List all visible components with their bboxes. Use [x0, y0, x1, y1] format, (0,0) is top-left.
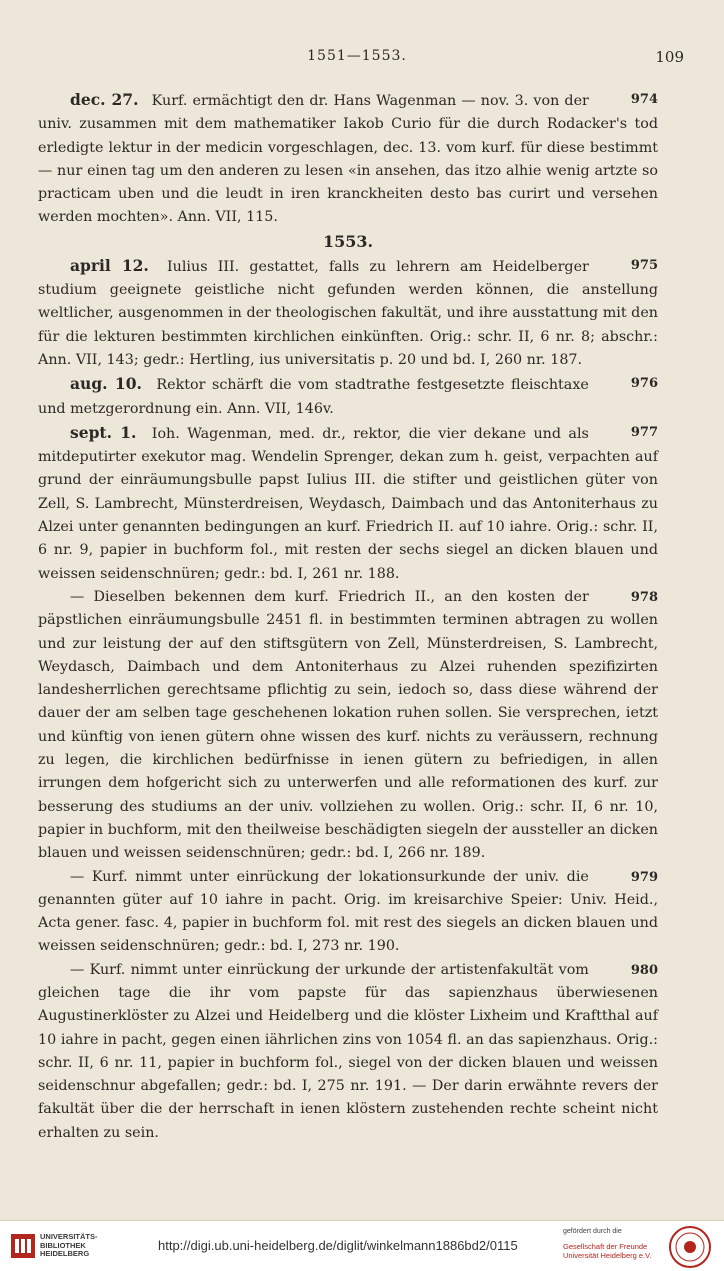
- entry-date: aug. 10.: [70, 374, 142, 394]
- page-body: [38, 88, 658, 1145]
- entry-number: 976: [630, 376, 658, 392]
- entry-number: 977: [630, 424, 658, 440]
- running-header: [30, 48, 684, 72]
- page-number: 109: [655, 48, 684, 66]
- entry-number: 974: [630, 92, 658, 107]
- entry-text: — Dieselben bekennen dem kurf. Friedrich II., an den kosten der päpstlichen einräumungsbulle 2451 fl. in bestimmten terminen abtragen zu wollen und zur leistung der auf den stiftsgütern von Zell, Münsterdreisen, S. Lambrecht, Weydasch, Daimbach und dem Antoniterhaus zu Alzei ruhenden spezifizirten landesherrlichen gerechtsame pflichtig zu sein, iedoch so, dass diese während der dauer der am selben tage geschehenen lokation ruhen sollen. Sie versprechen, ietzt und künftig von ienen gütern ohne wissen des kurf. nichts zu veräussern, rechnung zu legen, die kirchlichen bedürfnisse in ienen gütern zu befriedigen, in allen irrungen dem hofgericht sich zu unterwerfen und alle reformationen des kurf. zur besserung des studiums an der univ. vollziehen zu wollen. Orig.: schr. II, 6 nr. 10, papier in buchform, mit den theilweise beschädigten siegeln der aussteller an dicken blauen und weissen seidenschnüren; gedr.: bd. I, 266 nr. 189.: [38, 588, 658, 862]
- sponsor-seal-icon: [668, 1225, 712, 1269]
- entry-text: Rektor schärft die vom stadtrathe festgesetzte fleischtaxe und metzgerordnung ein. Ann. VII, 146v.: [38, 377, 589, 417]
- entry-975: [38, 254, 658, 372]
- library-name-line: UNIVERSITÄTS-: [40, 1232, 98, 1241]
- entry-978: [38, 586, 658, 866]
- sponsor-name-line: Universität Heidelberg e.V.: [563, 1251, 652, 1260]
- year-heading: 1553.: [322, 231, 374, 251]
- entry-text: Kurf. ermächtigt den dr. Hans Wagenman — nov. 3. von der univ. zusammen mit dem mathematiker Iakob Curio für die durch Rodacker's tod erledigte lektur in der medicin vorgeschlagen, dec. 13. vom kurf. für diese bestimmt — nur einen tag um den anderen zu lesen «in ansehen, das itzo alhie wenig artzte so practicam uben und die leudt in iren kranckheiten desto bas curirt und versehen werden mochten». Ann. VII, 115.: [38, 93, 658, 226]
- entry-date: april 12.: [70, 255, 149, 275]
- entry-number: 975: [630, 257, 658, 273]
- entry-text: Ioh. Wagenman, med. dr., rektor, die vier dekane und als mitdeputirter exekutor mag. Wendelin Sprenger, dekan zum h. geist, verpachten auf grund der einräumungsbulle papst Iulius III. die stifter und geistlichen güter von Zell, S. Lambrecht, Münsterdreisen, Weydasch, Daimbach und das Antoniterhaus zu Alzei unter genannten bedingungen an kurf. Friedrich II. auf 10 iahre. Orig.: schr. II, 6 nr. 9, papier in buchform fol., mit resten der sechs siegel an dicken blauen und weissen seidenschnüren; gedr.: bd. I, 261 nr. 188.: [38, 425, 658, 582]
- entry-980: [38, 959, 658, 1145]
- entry-976: [38, 372, 658, 421]
- entry-text: — Kurf. nimmt unter einrückung der urkunde der artistenfakultät vom gleichen tage die ihr vom papste für das sapienzhaus überwiesenen Augustinerklöster zu Alzei und Heidelberg und die klöster Lixheim und Kraftthal auf 10 iahre in pacht, gegen einen iährlichen zins von 1054 fl. an das sapienzhaus. Orig.: schr. II, 6 nr. 11, papier in buchform fol., siegel von der dicken blauen und weissen seidenschnur abgefallen; gedr.: bd. I, 275 nr. 191. — Der darin erwähnte revers der fakultät über die der herrschaft in ienen klöstern zustehenden rechte scheint nicht erhalten zu sein.: [38, 961, 658, 1141]
- entry-number: 979: [630, 869, 658, 885]
- entry-text: — Kurf. nimmt unter einrückung der lokationsurkunde der univ. die genannten güter auf 10 iahre in pacht. Orig. im kreisarchive Speier: Univ. Heid., Acta gener. fasc. 4, papier in buchform fol. mit rest des siegels an dicken blauen und weissen seidenschnüren; gedr.: bd. I, 273 nr. 190.: [38, 868, 658, 955]
- year-range: 1551—1553.: [307, 48, 407, 64]
- library-name: [40, 1233, 98, 1259]
- footer-bar: [0, 1220, 724, 1271]
- library-name-line: HEIDELBERG: [40, 1249, 90, 1258]
- sponsor-name-line: Gesellschaft der Freunde: [563, 1242, 648, 1251]
- entry-number: 980: [630, 962, 658, 978]
- sponsor-name: [563, 1242, 652, 1260]
- entry-text: Iulius III. gestattet, falls zu lehrern am Heidelberger studium geeignete geistliche nicht gefunden werden können, die anstellung weltlicher, ausgenommen in der theologischen fakultät, und ihre ausstattung mit den für die lekturen bestimmten kirchlichen einkünften. Orig.: schr. II, 6 nr. 8; abschr.: Ann. VII, 143; gedr.: Hertling, ius universitatis p. 20 und bd. I, 260 nr. 187.: [38, 258, 658, 368]
- entry-date: sept. 1.: [70, 422, 137, 442]
- entry-979: [38, 866, 658, 959]
- library-logo-icon: [10, 1233, 36, 1259]
- entry-974: [38, 88, 658, 230]
- permalink-url[interactable]: http://digi.ub.uni-heidelberg.de/diglit/winkelmann1886bd2/0115: [158, 1238, 518, 1253]
- entry-977: [38, 421, 658, 586]
- library-name-line: BIBLIOTHEK: [40, 1240, 86, 1250]
- sponsor-intro: gefördert durch die: [563, 1228, 622, 1235]
- entry-number: 978: [630, 589, 658, 605]
- entry-date: dec. 27.: [70, 90, 139, 109]
